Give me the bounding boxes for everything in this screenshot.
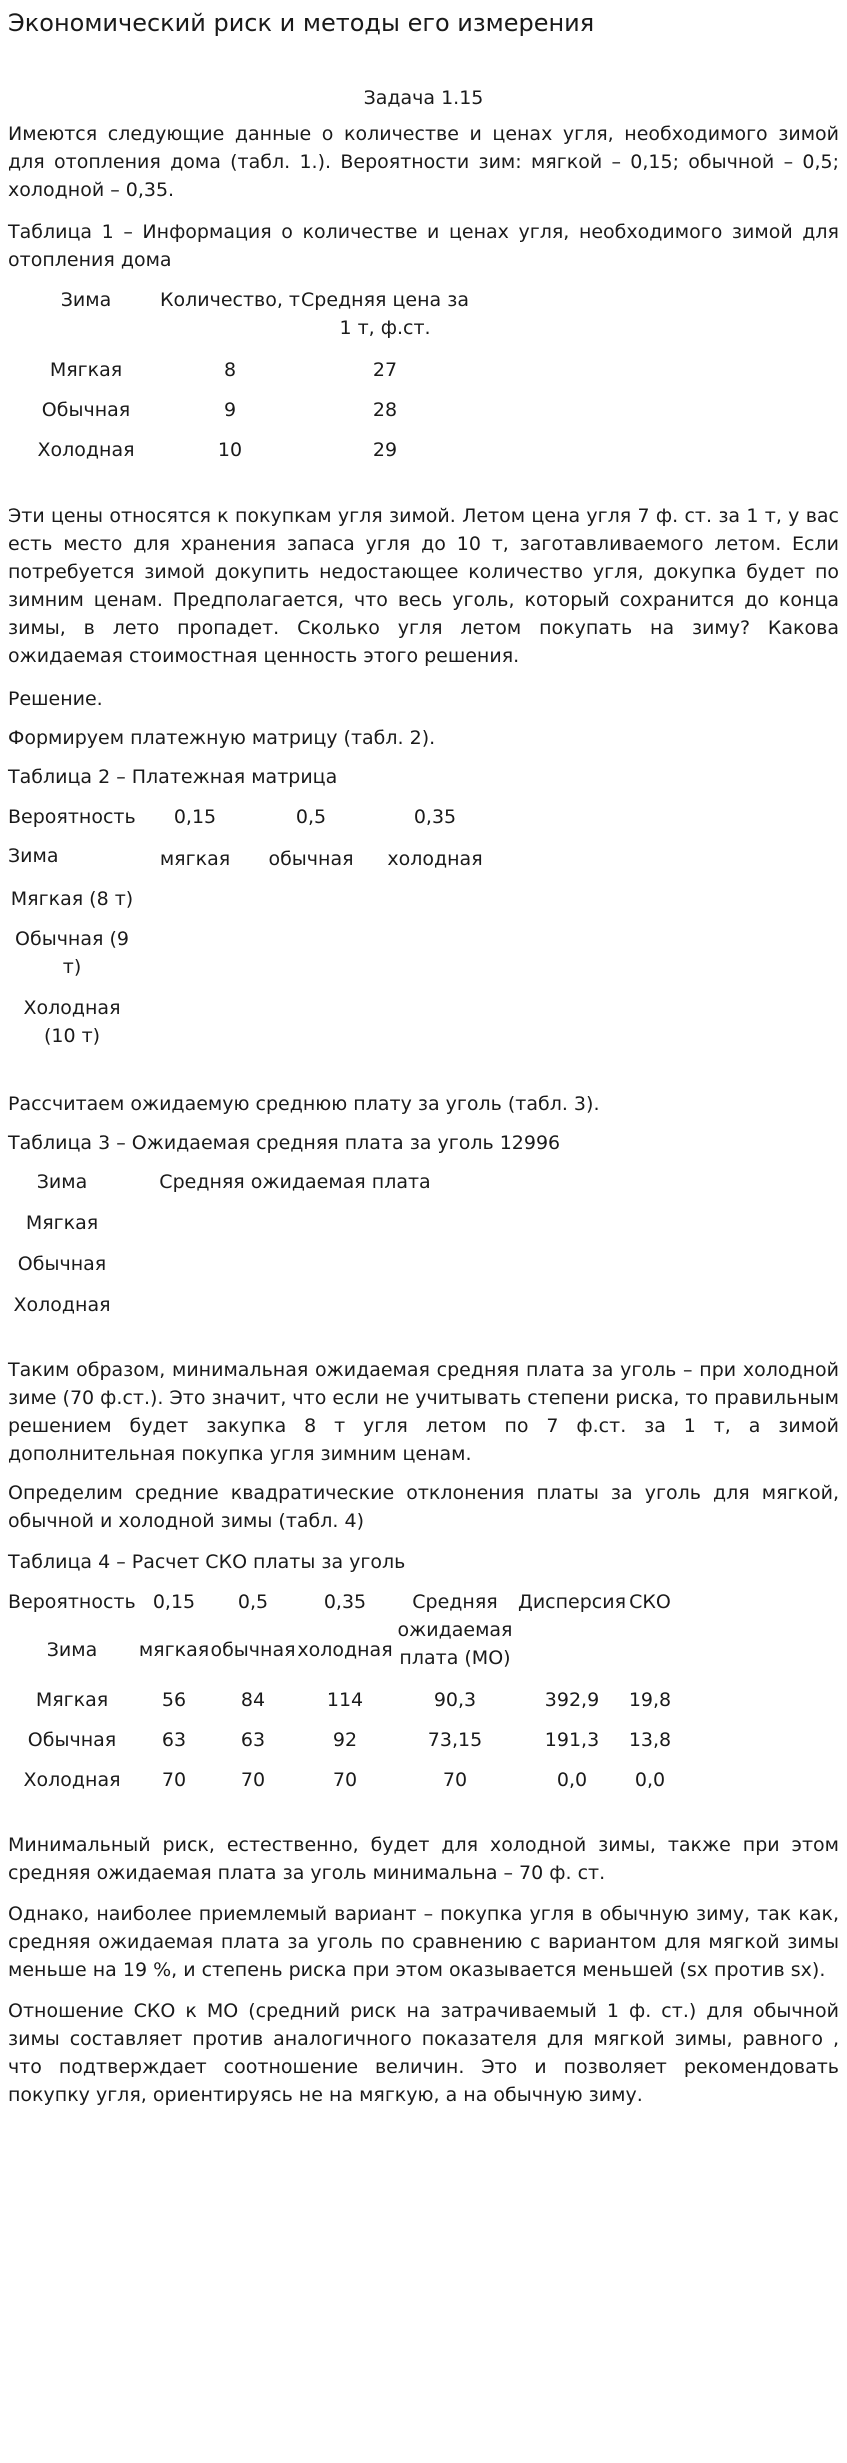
table2-winter: холодная [387, 848, 483, 870]
table3-caption: Таблица 3 – Ожидаемая средняя плата за уголь 12996 [8, 1132, 561, 1154]
table4-prob: 0,35 [323, 1591, 367, 1613]
conclusion-paragraph: Таким образом, минимальная ожидаемая средняя плата за уголь – при холодной зиме (70 ф.ст.). Это значит, что если не учитывать степени риска, то правильным решением будет закупка 8 т угля летом по 7 ф.ст. за 1 т, а зимой дополнительная покупка угля зимним ценам. [8, 1359, 839, 1465]
conditions-paragraph: Эти цены относятся к покупкам угля зимой. Летом цена угля 7 ф. ст. за 1 т, у вас есть место для хранения запаса угля до 10 т, заготавливаемого летом. Если потребуется зимой докупить недостающее количество угля, докупка будет по зимним ценам. Предполагается, что весь уголь, который сохранится до конца зимы, в лето пропадет. Сколько угля летом покупать на зиму? Какова ожидаемая стоимостная ценность этого решения. [8, 505, 839, 667]
table4-mean-header: Средняя ожидаемая плата (МО) [397, 1591, 513, 1669]
table2-winter: мягкая [159, 848, 231, 870]
table4-row-variance: 392,9 [544, 1689, 600, 1711]
calc-expected-text: Рассчитаем ожидаемую среднюю плату за уголь (табл. 3). [8, 1093, 600, 1115]
table4-row-value: 56 [161, 1689, 187, 1711]
table4-row-sko: 19,8 [628, 1689, 672, 1711]
table4-winter: холодная [297, 1639, 393, 1661]
table4-variance-header: Дисперсия [517, 1591, 627, 1613]
table1-row-price: 28 [372, 399, 398, 421]
table4-row-mean: 90,3 [433, 1689, 477, 1711]
however-paragraph: Однако, наиболее приемлемый вариант – покупка угля в обычную зиму, так как, средняя ожидаемая плата за уголь по сравнению с вариантом для мягкой зимы меньше на 19 %, и степень риска при этом оказывается меньшей (sx против sx). [8, 1903, 839, 1981]
task-label: Задача 1.15 [363, 87, 484, 109]
table1-row-label: Мягкая [49, 359, 123, 381]
min-risk-paragraph: Минимальный риск, естественно, будет для холодной зимы, также при этом средняя ожидаемая плата за уголь минимальна – 70 ф. ст. [8, 1834, 839, 1884]
table1-row-quantity: 9 [223, 399, 237, 421]
table1-header-price: Средняя цена за 1 т, ф.ст. [301, 289, 469, 339]
table3-row-label: Обычная [17, 1253, 107, 1275]
table2-row-label: Холодная (10 т) [23, 997, 121, 1047]
table4-prob-label: Вероятность [8, 1591, 136, 1613]
table4-row-value: 114 [326, 1689, 364, 1711]
form-matrix-text: Формируем платежную матрицу (табл. 2). [8, 727, 436, 749]
table3-row-label: Холодная [13, 1294, 111, 1316]
table1-row-quantity: 8 [223, 359, 237, 381]
table4-row-sko: 0,0 [634, 1769, 666, 1791]
table4-row-mean: 70 [442, 1769, 468, 1791]
table3-header-winter: Зима [36, 1171, 88, 1193]
table1-row-price: 27 [372, 359, 398, 381]
table3-row-label: Мягкая [25, 1212, 99, 1234]
table4-sko-header: СКО [629, 1591, 671, 1613]
table4-row-value: 63 [161, 1729, 187, 1751]
table4-row-value: 70 [240, 1769, 266, 1791]
std-dev-paragraph: Определим средние квадратические отклонения платы за уголь для мягкой, обычной и холодной зимы (табл. 4) [8, 1482, 839, 1532]
table1-header-winter: Зима [60, 289, 112, 311]
table2-caption: Таблица 2 – Платежная матрица [8, 766, 338, 788]
table1-row-price: 29 [372, 439, 398, 461]
solution-label: Решение. [8, 688, 103, 710]
table4-row-variance: 191,3 [544, 1729, 600, 1751]
table2-prob: 0,5 [295, 806, 327, 828]
table1-header-quantity: Количество, т [160, 289, 301, 311]
table4-caption: Таблица 4 – Расчет СКО платы за уголь [8, 1551, 406, 1573]
table4-row-value: 70 [161, 1769, 187, 1791]
table2-winter: обычная [268, 848, 354, 870]
table2-row-label: Мягкая (8 т) [10, 888, 134, 910]
table4-row-label: Холодная [23, 1769, 121, 1791]
table4-prob: 0,5 [237, 1591, 269, 1613]
table2-row-label: Обычная (9 т) [15, 928, 129, 978]
table4-row-mean: 73,15 [427, 1729, 483, 1751]
table2-prob: 0,35 [413, 806, 457, 828]
table4-row-sko: 13,8 [628, 1729, 672, 1751]
table1-row-label: Холодная [37, 439, 135, 461]
table4-row-label: Обычная [27, 1729, 117, 1751]
table4-row-value: 84 [240, 1689, 266, 1711]
table4-winter: обычная [210, 1639, 296, 1661]
table2-prob: 0,15 [173, 806, 217, 828]
intro-paragraph: Имеются следующие данные о количестве и ценах угля, необходимого зимой для отопления дома (табл. 1.). Вероятности зим: мягкой – 0,15; обычной – 0,5; холодной – 0,35. [8, 123, 839, 201]
table1-row-label: Обычная [41, 399, 131, 421]
table4-winter: мягкая [138, 1639, 210, 1661]
page-title: Экономический риск и методы его измерения [8, 9, 595, 37]
table4-prob: 0,15 [152, 1591, 196, 1613]
table4-row-value: 92 [332, 1729, 358, 1751]
table4-row-label: Мягкая [35, 1689, 109, 1711]
table1-caption: Таблица 1 – Информация о количестве и ценах угля, необходимого зимой для отопления дома [8, 221, 839, 271]
table2-prob-label: Вероятность [8, 806, 136, 828]
ratio-paragraph: Отношение СКО к МО (средний риск на затрачиваемый 1 ф. ст.) для обычной зимы составляет против аналогичного показателя для мягкой зимы, равного , что подтверждает соотношение величин. Это и позволяет рекомендовать покупку угля, ориентируясь не на мягкую, а на обычную зиму. [8, 2000, 839, 2106]
table4-row-value: 70 [332, 1769, 358, 1791]
table1-row-quantity: 10 [217, 439, 243, 461]
table3-header-mean: Средняя ожидаемая плата [159, 1171, 431, 1193]
table4-row-variance: 0,0 [556, 1769, 588, 1791]
table2-winter-label: Зима [8, 845, 59, 867]
table4-row-value: 63 [240, 1729, 266, 1751]
table4-winter-label: Зима [46, 1639, 98, 1661]
